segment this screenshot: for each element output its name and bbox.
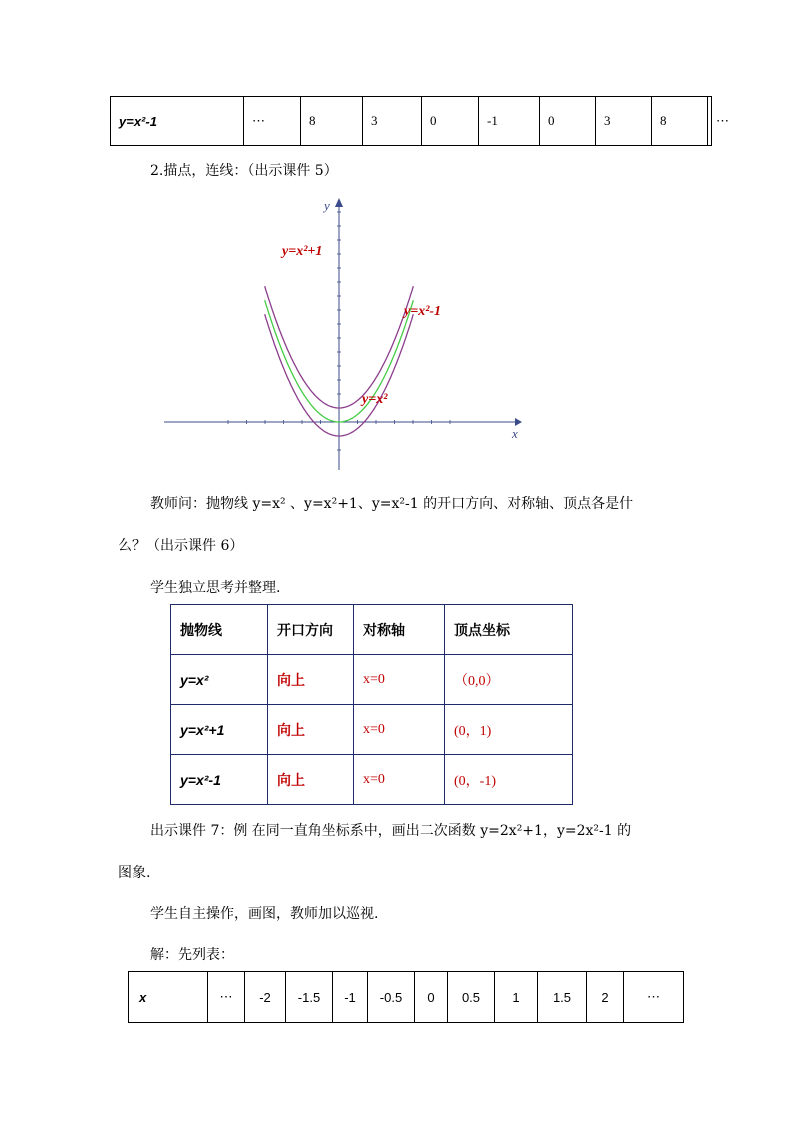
row-label: y=x²-1 [111,97,244,146]
dir-cell: 向上 [268,705,354,755]
vertex-cell: （0,0） [445,655,573,705]
dir-cell: 向上 [268,755,354,805]
example-line-1: 出示课件 7：例 在同一直角坐标系中，画出二次函数 y=2x²+1，y=2x²-1 的 [150,823,632,839]
example-line-2: 图象. [118,865,151,881]
table-cell: 3 [596,97,652,146]
table-cell: 0 [415,972,448,1023]
label-x2: y=x² [362,392,388,407]
table-cell: -1 [479,97,540,146]
fn-cell: y=x²+1 [171,705,268,755]
parabola-graph [160,195,530,475]
table-cell: 2 [587,972,624,1023]
label-x2-minus-1: y=x²-1 [404,304,442,319]
table-row [129,972,684,1023]
table-cell: 1 [495,972,538,1023]
table-cell: 0 [422,97,479,146]
table-cell: 0.5 [448,972,495,1023]
table-cell: ⋯ [708,97,712,146]
teacher-question-line-1: 教师问：抛物线 y=x² 、y=x²+1、y=x²-1 的开口方向、对称轴、顶点各是什 [150,496,634,512]
fn-cell: y=x²-1 [171,755,268,805]
y-axis-label: y [324,198,330,213]
axis-cell: x=0 [354,755,445,805]
dir-cell: 向上 [268,655,354,705]
header-cell: 顶点坐标 [445,605,573,655]
vertex-cell: (0，-1) [445,755,573,805]
header-cell: 抛物线 [171,605,268,655]
table-cell: 3 [363,97,422,146]
table-cell: ⋯ [208,972,245,1023]
table-cell: ⋯ [244,97,301,146]
row-label: x [129,972,208,1023]
axis-cell: x=0 [354,655,445,705]
label-x2-plus-1: y=x²+1 [282,244,323,259]
vertex-cell: (0，1) [445,705,573,755]
table-cell: ⋯ [624,972,684,1023]
teacher-question-line-2: 么？（出示课件 6） [118,538,244,554]
table-cell: -1.5 [286,972,333,1023]
table-cell: 8 [652,97,708,146]
table-row [171,705,573,755]
parabola-properties-table [170,604,573,805]
y-axis-arrow-icon [335,198,343,207]
x-axis-label: x [512,426,518,441]
fn-cell: y=x² [171,655,268,705]
step-2-text: 2.描点，连线：（出示课件 5） [150,163,338,179]
table-cell: -2 [245,972,286,1023]
table-row [111,97,712,146]
table-row [171,655,573,705]
student-draw-text: 学生自主操作，画图，教师加以巡视. [150,906,379,922]
student-think-text: 学生独立思考并整理. [150,580,281,596]
table-cell: -1 [333,972,368,1023]
value-table-x [128,971,684,1023]
solution-text: 解：先列表： [150,947,234,963]
table-cell: 0 [540,97,596,146]
header-cell: 开口方向 [268,605,354,655]
table-cell: 8 [301,97,363,146]
x-axis-arrow-icon [515,418,522,426]
axis-cell: x=0 [354,705,445,755]
header-cell: 对称轴 [354,605,445,655]
table-cell: -0.5 [368,972,415,1023]
table-row [171,755,573,805]
value-table-x2-minus-1 [110,96,729,146]
table-header-row [171,605,573,655]
table-cell: 1.5 [538,972,587,1023]
